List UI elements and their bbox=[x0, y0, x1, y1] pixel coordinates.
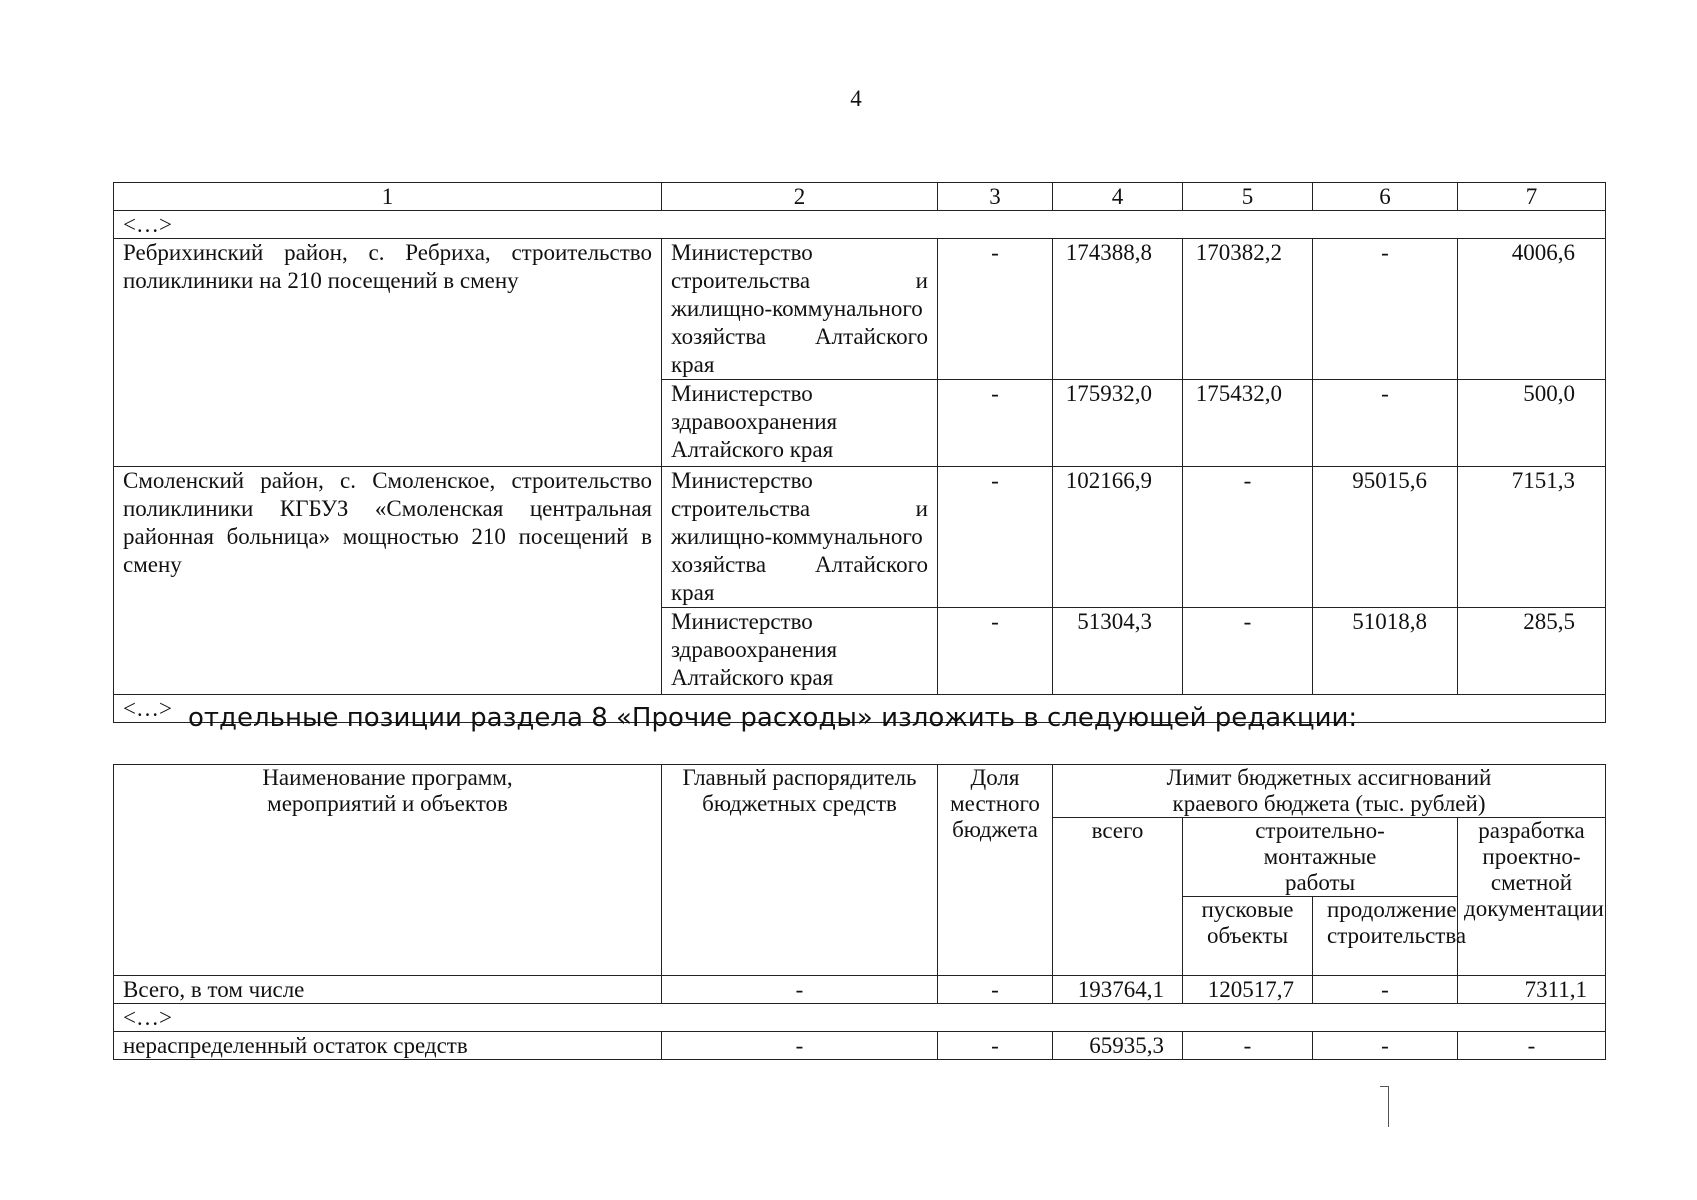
row-manager: - bbox=[662, 976, 938, 1004]
header-row bbox=[114, 765, 1606, 818]
row-local-share: - bbox=[938, 1032, 1053, 1060]
budget-manager: Министерство здравоохранения Алтайского края bbox=[662, 608, 938, 695]
budget-manager: Министерство строительства и жилищно-коммунального хозяйства Алтайского края bbox=[662, 239, 938, 380]
launch-value: 175432,0 bbox=[1183, 380, 1313, 467]
column-number: 1 bbox=[114, 183, 662, 211]
table-row bbox=[114, 467, 1606, 608]
header-construction: строительно-монтажные работы bbox=[1183, 818, 1458, 897]
object-name: Ребрихинский район, с. Ребриха, строительство поликлиники на 210 посещений в смену bbox=[114, 239, 662, 467]
table-row bbox=[114, 239, 1606, 380]
design-value: 500,0 bbox=[1458, 380, 1606, 467]
ellipsis-cell: <…> bbox=[114, 211, 1606, 239]
row-local-share: - bbox=[938, 976, 1053, 1004]
continuation-value: 51018,8 bbox=[1313, 608, 1458, 695]
continuation-value: - bbox=[1313, 380, 1458, 467]
table-header-row bbox=[114, 183, 1606, 211]
continuation-value: - bbox=[1313, 239, 1458, 380]
other-expenses-table bbox=[113, 764, 1606, 1060]
row-manager: - bbox=[662, 1032, 938, 1060]
total-value: 175932,0 bbox=[1053, 380, 1183, 467]
table-row bbox=[114, 976, 1606, 1004]
local-share: - bbox=[938, 608, 1053, 695]
row-total: 193764,1 bbox=[1053, 976, 1183, 1004]
header-local-share: Доля местного бюджета bbox=[938, 765, 1053, 976]
row-launch: 120517,7 bbox=[1183, 976, 1313, 1004]
header-name: Наименование программ, мероприятий и объектов bbox=[114, 765, 662, 976]
objects-table bbox=[113, 182, 1606, 723]
design-value: 285,5 bbox=[1458, 608, 1606, 695]
launch-value: - bbox=[1183, 608, 1313, 695]
header-launch: пусковые объекты bbox=[1183, 897, 1313, 976]
ellipsis-cell: <…> bbox=[114, 695, 1606, 723]
margin-mark bbox=[1380, 1086, 1389, 1127]
local-share: - bbox=[938, 380, 1053, 467]
header-design: разработка проектно-сметной документации bbox=[1458, 818, 1606, 976]
ellipsis-cell: <…> bbox=[114, 1004, 1606, 1032]
header-manager: Главный распорядитель бюджетных средств bbox=[662, 765, 938, 976]
total-value: 102166,9 bbox=[1053, 467, 1183, 608]
local-share: - bbox=[938, 239, 1053, 380]
row-name: нераспределенный остаток средств bbox=[114, 1032, 662, 1060]
row-name: Всего, в том числе bbox=[114, 976, 662, 1004]
column-number: 6 bbox=[1313, 183, 1458, 211]
row-total: 65935,3 bbox=[1053, 1032, 1183, 1060]
design-value: 4006,6 bbox=[1458, 239, 1606, 380]
object-name: Смоленский район, с. Смоленское, строительство поликлиники КГБУЗ «Смоленская центральная районная больница» мощностью 210 посещений в смену bbox=[114, 467, 662, 695]
budget-manager: Министерство здравоохранения Алтайского края bbox=[662, 380, 938, 467]
row-continuation: - bbox=[1313, 976, 1458, 1004]
row-design: - bbox=[1458, 1032, 1606, 1060]
ellipsis-row bbox=[114, 1004, 1606, 1032]
column-number: 7 bbox=[1458, 183, 1606, 211]
column-number: 4 bbox=[1053, 183, 1183, 211]
row-launch: - bbox=[1183, 1032, 1313, 1060]
local-share: - bbox=[938, 467, 1053, 608]
launch-value: - bbox=[1183, 467, 1313, 608]
column-number: 2 bbox=[662, 183, 938, 211]
header-limit: Лимит бюджетных ассигнований краевого бюджета (тыс. рублей) bbox=[1053, 765, 1606, 818]
row-continuation: - bbox=[1313, 1032, 1458, 1060]
budget-manager: Министерство строительства и жилищно-коммунального хозяйства Алтайского края bbox=[662, 467, 938, 608]
continuation-value: 95015,6 bbox=[1313, 467, 1458, 608]
total-value: 174388,8 bbox=[1053, 239, 1183, 380]
design-value: 7151,3 bbox=[1458, 467, 1606, 608]
ellipsis-row bbox=[114, 211, 1606, 239]
launch-value: 170382,2 bbox=[1183, 239, 1313, 380]
header-continuation: продолжение строительства bbox=[1313, 897, 1458, 976]
row-design: 7311,1 bbox=[1458, 976, 1606, 1004]
table-row bbox=[114, 1032, 1606, 1060]
section-paragraph: отдельные позиции раздела 8 «Прочие расходы» изложить в следующей редакции: bbox=[188, 703, 1358, 733]
page-number: 4 bbox=[850, 86, 862, 111]
column-number: 5 bbox=[1183, 183, 1313, 211]
header-total: всего bbox=[1053, 818, 1183, 976]
column-number: 3 bbox=[938, 183, 1053, 211]
total-value: 51304,3 bbox=[1053, 608, 1183, 695]
